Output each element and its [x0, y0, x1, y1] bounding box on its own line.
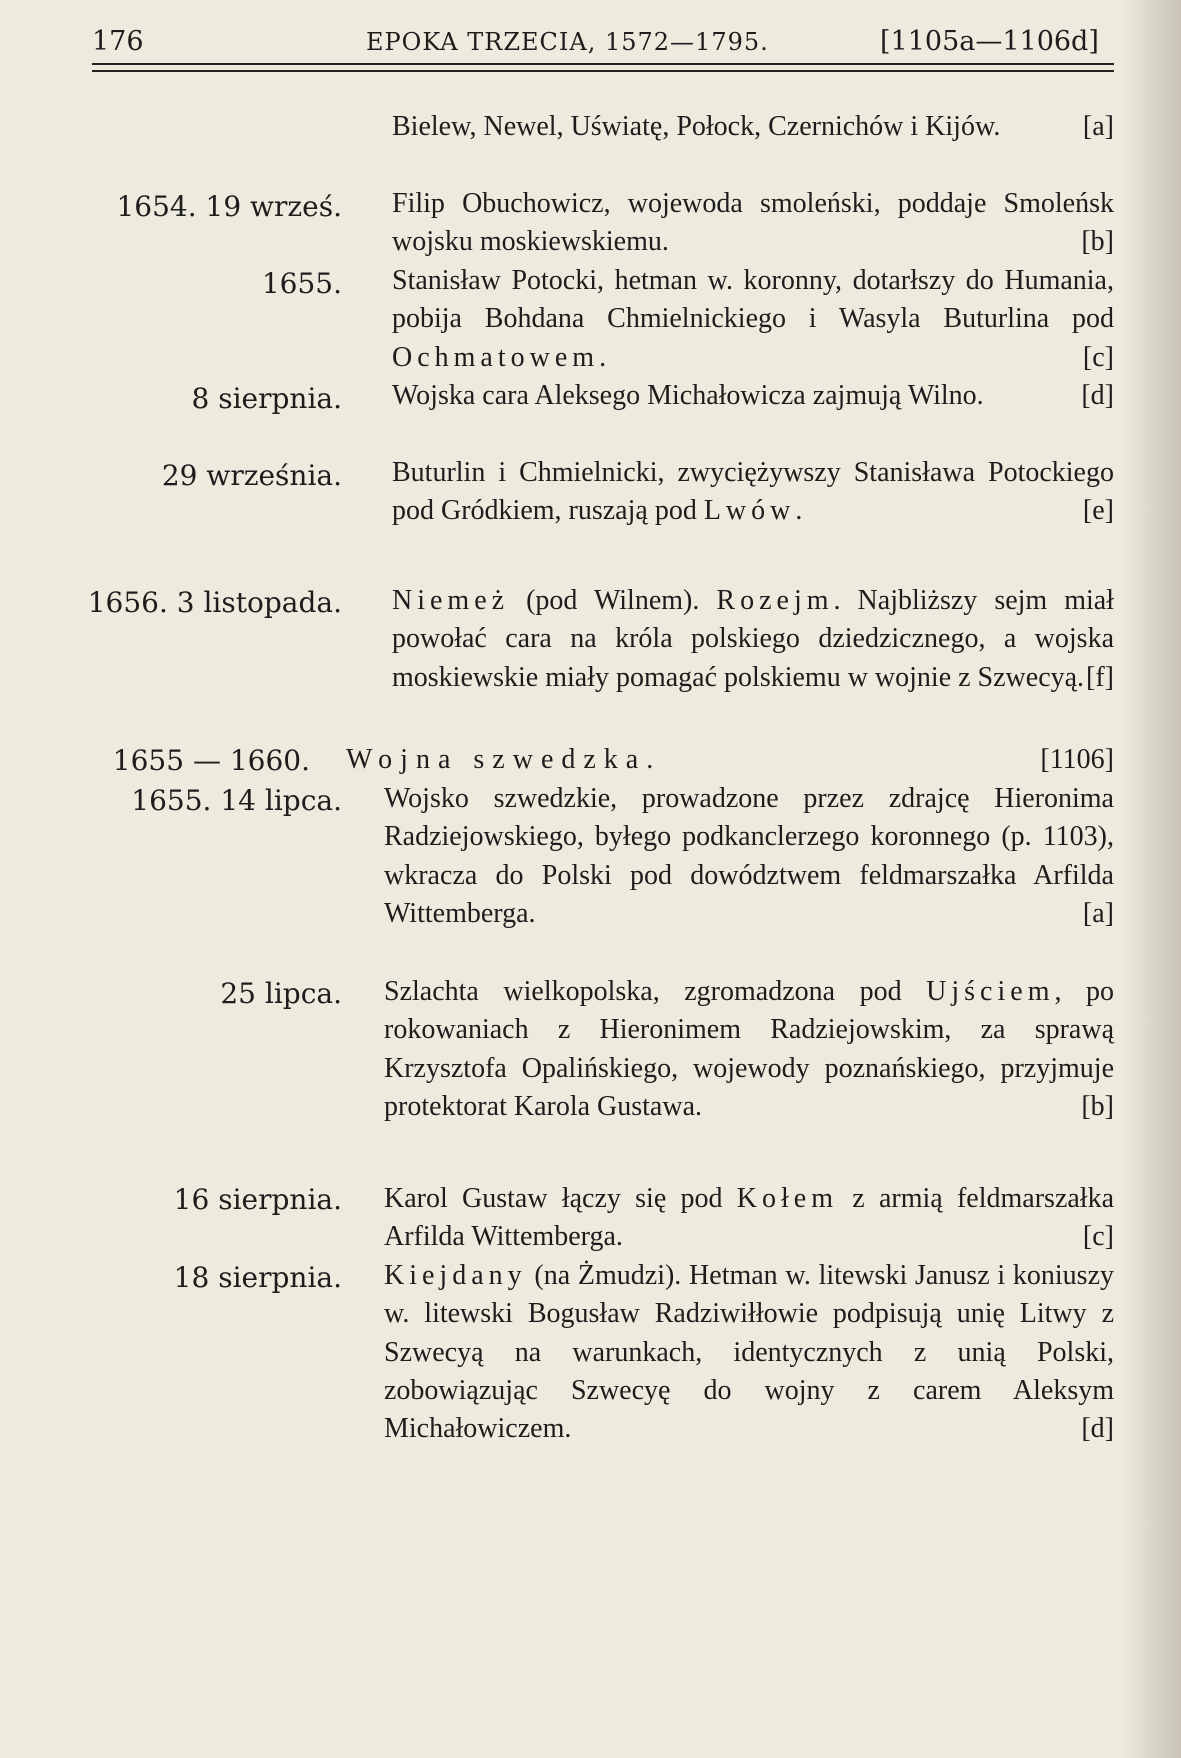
entry-text: . [599, 341, 607, 373]
entry-text: Szlachta wielkopolska, zgromadzona pod [384, 976, 927, 1007]
entry2-date-1: 25 lipca. [220, 977, 342, 1010]
entry-ref: [a] [1082, 897, 1114, 929]
entry-2 [392, 262, 1114, 377]
spaced-name: Lwów [703, 495, 796, 527]
entry-date-2: 1655. [261, 267, 342, 300]
entry-date-4: 29 września. [161, 459, 342, 492]
entry-4 [392, 454, 1114, 531]
section-ref: [1106] [1040, 744, 1114, 775]
entry-ref: [d] [1081, 1413, 1114, 1445]
entry-text: Stanisław Potocki, hetman w. koronny, dotarłszy do Humania, pobija Bohdana Chmielnickiego i Wasyla Buturlina pod [392, 265, 1114, 335]
entry2-date-3: 18 sierpnia. [173, 1261, 342, 1294]
entry-text: Karol Gustaw łączy się pod [384, 1183, 737, 1214]
spaced-name: Ujściem [926, 976, 1055, 1007]
spaced-name: Kiejdany [384, 1260, 527, 1291]
running-title: EPOKA TRZECIA, 1572—1795. [366, 28, 769, 56]
entry-5 [392, 582, 1114, 697]
entry2-2 [384, 1180, 1114, 1257]
section-date: 1655 — 1660. [112, 744, 310, 777]
spaced-name: Niemeż [392, 585, 510, 616]
entry-date-3: 8 sierpnia. [191, 382, 342, 415]
entry-ref: [f] [1086, 661, 1114, 693]
page-number: 176 [92, 26, 144, 57]
entry-3 [392, 377, 1114, 415]
entry-text: Wojska cara Aleksego Michałowicza zajmują Wilno. [392, 380, 984, 411]
header-rule-top [92, 63, 1114, 65]
spaced-name: Kołem [736, 1183, 839, 1214]
section-heading [346, 741, 1114, 779]
entry-0 [392, 108, 1114, 146]
entry-ref: [a] [1082, 111, 1114, 142]
entry-text: (na Żmudzi). Hetman w. litewski Janusz i koniuszy w. litewski Bogusław Radziwiłłowie podpisują unię Litwy z Szwecyą na warunkach, identycznych z unią Polski, zobowiązując Szwecyę do wojny z carem Aleksym Michałowiczem. [384, 1260, 1114, 1445]
paragraph-range: [1105a—1106d] [880, 26, 1099, 57]
section-title: Wojna szwedzka. [346, 744, 662, 775]
entry-ref: [c] [1082, 341, 1114, 373]
entry-text: Buturlin i Chmielnicki, zwyciężywszy Stanisława Potockiego pod Gródkiem, ruszają pod [392, 457, 1114, 527]
entry-date-1: 1654. 19 wrześ. [116, 190, 342, 223]
entry-ref: [d] [1081, 380, 1114, 411]
entry-ref: [b] [1081, 1090, 1114, 1122]
entry2-date-2: 16 sierpnia. [173, 1183, 342, 1216]
entry-text: Bielew, Newel, Uświatę, Połock, Czernichów i Kijów. [392, 111, 1001, 142]
entry-ref: [c] [1082, 1221, 1114, 1253]
entry2-1 [384, 973, 1114, 1126]
entry-ref: [e] [1082, 495, 1114, 527]
entry-text: Filip Obuchowicz, wojewoda smoleński, poddaje Smoleńsk wojsku moskiewskiemu. [392, 188, 1114, 258]
entry2-date-0: 1655. 14 lipca. [131, 784, 342, 817]
entry-ref: [b] [1081, 226, 1114, 258]
entry-text: (pod Wilnem). [509, 585, 717, 616]
header-rule-bottom [92, 70, 1114, 72]
entry-text: Wojsko szwedzkie, prowadzone przez zdrajcę Hieronima Radziejowskiego, byłego podkanclerzego koronnego (p. 1103), wkracza do Polski pod dowództwem feldmarszałka Arfilda Wittemberga. [384, 783, 1114, 929]
entry2-3 [384, 1257, 1114, 1448]
entry-date-5: 1656. 3 listopada. [87, 586, 342, 619]
entry-text: z armią feldmarszałka Arfilda Wittemberga. [384, 1183, 1114, 1253]
page-edge-shadow [1121, 0, 1181, 1758]
entry-text: , po rokowaniach z Hieronimem Radziejowskim, za sprawą Krzysztofa Opalińskiego, wojewody poznańskiego, przyjmuje protektorat Karola Gustawa. [384, 976, 1115, 1122]
spaced-name: Rozejm [716, 585, 834, 616]
entry2-0 [384, 780, 1114, 933]
entry-text: . [795, 495, 803, 527]
entry-1 [392, 185, 1114, 262]
entry-text: . Najbliższy sejm miał powołać cara na króla polskiego dziedzicznego, a wojska moskiewskie miały pomagać polskiemu w wojnie z Szwecyą. [392, 585, 1115, 693]
spaced-name: Ochmatowem [392, 341, 600, 373]
